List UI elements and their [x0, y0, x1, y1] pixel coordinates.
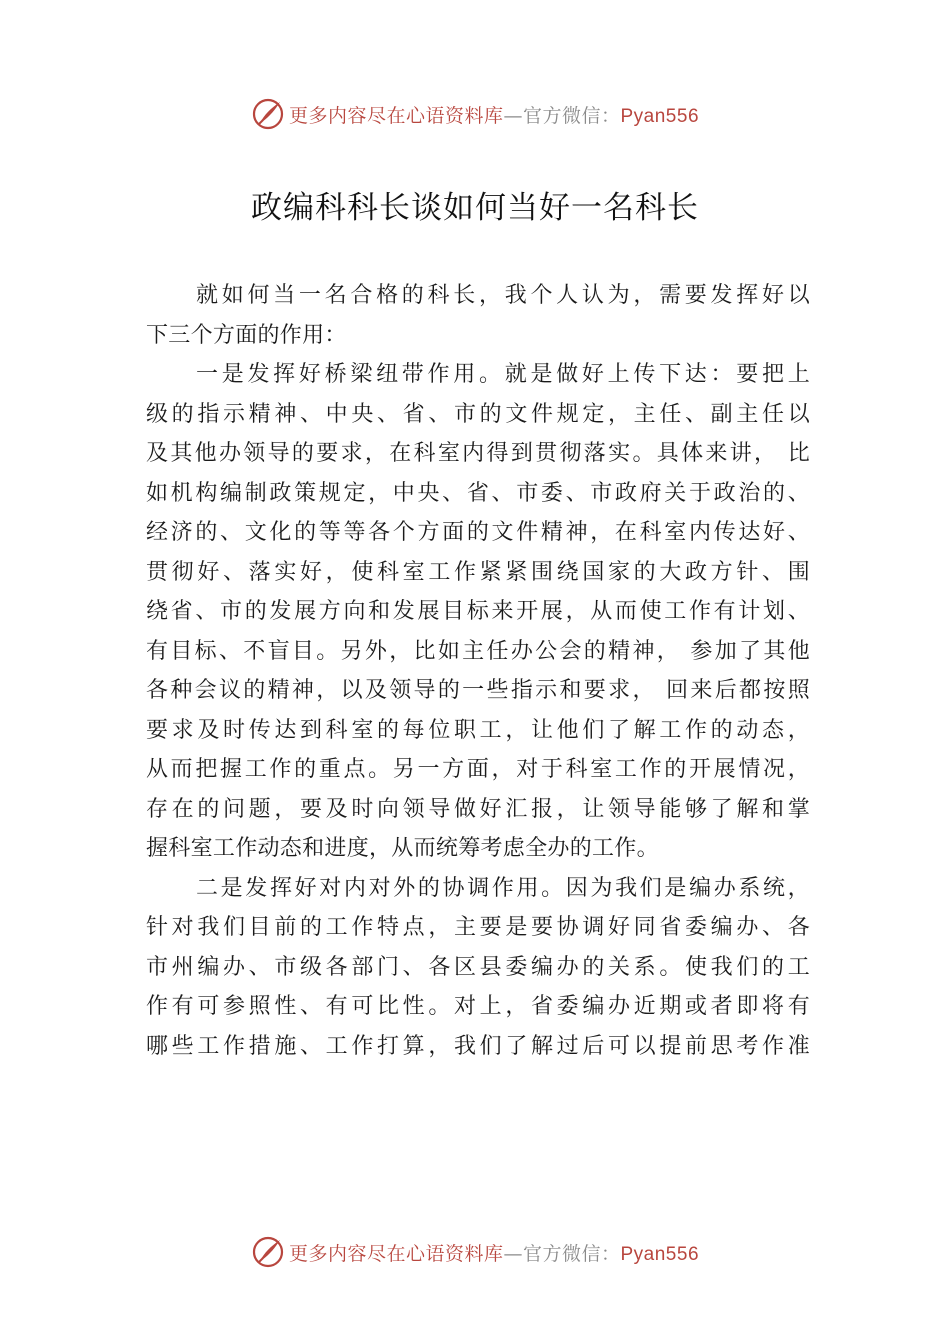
text-line: 存在的问题，要及时向领导做好汇报，让领导能够了解和掌	[146, 796, 810, 822]
document-body	[146, 276, 810, 1066]
banner-wechat-label: 官方微信：	[522, 1242, 621, 1265]
text-line: 就如何当一名合格的科长，我个人认为，需要发挥好以	[196, 283, 810, 308]
quill-logo-icon	[251, 1235, 285, 1269]
text-line: 各种会议的精神，以及领导的一些指示和要求， 回来后都按照	[146, 678, 810, 703]
footer-banner	[0, 1232, 950, 1272]
text-line: 要求及时传达到科室的每位职工，让他们了解工作的动态，	[146, 717, 810, 743]
text-line: 针对我们目前的工作特点，主要是要协调好同省委编办、各	[146, 915, 810, 940]
banner-main-text: 更多内容尽在心语资料库	[288, 104, 504, 127]
text-line: 经济的、文化的等等各个方面的文件精神，在科室内传达好、	[146, 520, 810, 545]
text-line: 下三个方面的作用：	[146, 322, 347, 348]
text-line: 如机构编制政策规定，中央、省、市委、市政府关于政治的、	[146, 480, 810, 506]
banner-wechat-id: Pyan556	[620, 1243, 700, 1265]
banner-text	[289, 101, 699, 128]
text-line: 二是发挥好对内对外的协调作用。因为我们是编办系统，	[196, 875, 810, 901]
header-banner	[0, 94, 950, 134]
text-line: 贯彻好、落实好，使科室工作紧紧围绕国家的大政方针、围	[146, 559, 810, 585]
banner-main-text: 更多内容尽在心语资料库	[288, 1242, 504, 1265]
text-line: 及其他办领导的要求，在科室内得到贯彻落实。具体来讲， 比	[146, 441, 810, 466]
text-line: 一是发挥好桥梁纽带作用。就是做好上传下达：要把上	[196, 362, 810, 387]
banner-dash: —	[503, 104, 523, 127]
banner-text	[289, 1239, 699, 1266]
text-line: 作有可参照性、有可比性。对上，省委编办近期或者即将有	[146, 994, 810, 1019]
text-line: 绕省、市的发展方向和发展目标来开展，从而使工作有计划、	[146, 599, 810, 624]
banner-wechat-id: Pyan556	[620, 105, 700, 127]
text-line: 从而把握工作的重点。另一方面，对于科室工作的开展情况，	[146, 757, 810, 782]
text-line: 握科室工作动态和进度，从而统筹考虑全办的工作。	[146, 836, 659, 861]
text-line: 市州编办、市级各部门、各区县委编办的关系。使我们的工	[146, 954, 810, 980]
text-line: 级的指示精神、中央、省、市的文件规定，主任、副主任以	[146, 401, 810, 427]
quill-logo-icon	[251, 97, 285, 131]
page-title: 政编科科长谈如何当好一名科长	[251, 190, 699, 226]
text-line: 哪些工作措施、工作打算，我们了解过后可以提前思考作准	[146, 1033, 810, 1059]
text-line: 有目标、不盲目。另外，比如主任办公会的精神， 参加了其他	[146, 638, 810, 664]
banner-dash: —	[503, 1242, 523, 1265]
banner-wechat-label: 官方微信：	[522, 104, 621, 127]
